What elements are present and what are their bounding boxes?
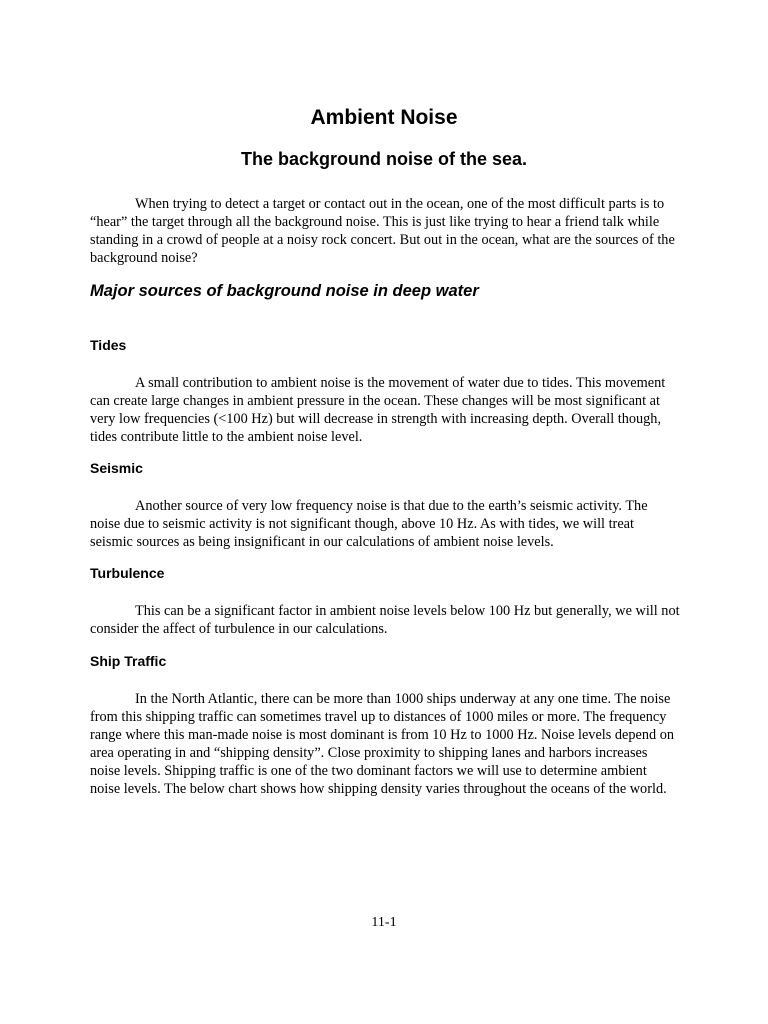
page-number: 11-1: [371, 915, 397, 930]
heading-ship-traffic: Ship Traffic: [90, 653, 167, 669]
page-subtitle: The background noise of the sea.: [240, 149, 528, 169]
section-heading: Major sources of background noise in deep water: [90, 282, 479, 300]
page-title: Ambient Noise: [310, 106, 458, 129]
paragraph-ship-traffic: In the North Atlantic, there can be more than 1000 ships underway at any one time. The noise from this shipping traffic can sometimes travel up to distances of 1000 miles or more. The frequency range where this man-made noise is most dominant is from 10 Hz to 1000 Hz. Noise levels depend on area operating in and “shipping density”. Close proximity to shipping lanes and harbors increases noise levels. Shipping traffic is one of the two dominant factors we will use to determine ambient noise levels. The below chart shows how shipping density varies throughout the oceans of the world.: [90, 691, 675, 797]
heading-turbulence: Turbulence: [90, 565, 165, 581]
intro-paragraph: When trying to detect a target or contact out in the ocean, one of the most difficult parts is to “hear” the target through all the background noise. This is just like trying to hear a friend talk while standing in a crowd of people at a noisy rock concert. But out in the ocean, what are the sources of the background noise?: [90, 196, 675, 266]
paragraph-turbulence: This can be a significant factor in ambient noise levels below 100 Hz but generally, we will not consider the affect of turbulence in our calculations.: [90, 603, 680, 637]
heading-tides: Tides: [90, 337, 127, 353]
heading-seismic: Seismic: [90, 460, 143, 476]
paragraph-seismic: Another source of very low frequency noise is that due to the earth’s seismic activity. The noise due to seismic activity is not significant though, above 10 Hz. As with tides, we will treat seismic sources as being insignificant in our calculations of ambient noise levels.: [90, 498, 648, 550]
paragraph-tides: A small contribution to ambient noise is the movement of water due to tides. This movement can create large changes in ambient pressure in the ocean. These changes will be most significant at very low frequencies (<100 Hz) but will decrease in strength with increasing depth. Overall though, tides contribute little to the ambient noise level.: [90, 375, 666, 445]
